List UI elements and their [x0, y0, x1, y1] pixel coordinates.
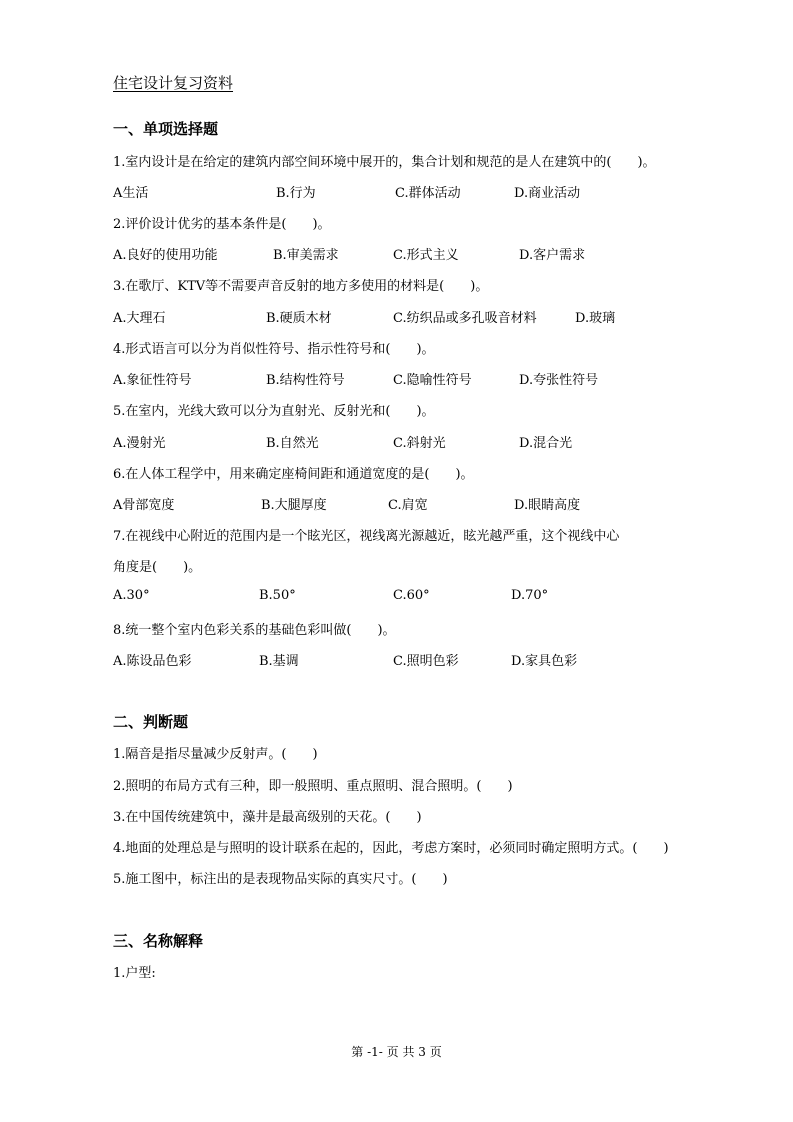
option-c: C.照明色彩 — [393, 654, 459, 669]
option-d: D.家具色彩 — [511, 654, 578, 669]
tf-question: 5.施工图中，标注出的是表现物品实际的真实尺寸。( ) — [113, 872, 448, 887]
question-text: 5.在室内，光线大致可以分为直射光、反射光和( )。 — [113, 404, 435, 419]
tf-question: 1.隔音是指尽量减少反射声。( ) — [113, 747, 318, 762]
option-d: D.商业活动 — [514, 186, 581, 201]
question-text: 4.形式语言可以分为肖似性符号、指示性符号和( )。 — [113, 342, 435, 357]
answer-options — [113, 432, 713, 450]
page-footer: 第 -1- 页 共 3 页 — [351, 1045, 442, 1059]
option-b: B.自然光 — [266, 436, 319, 451]
option-c: C.群体活动 — [395, 186, 461, 201]
option-d: D.70° — [511, 588, 549, 603]
option-a: A.30° — [113, 588, 150, 603]
option-a: A.大理石 — [113, 311, 166, 326]
question-text: 7.在视线中心附近的范围内是一个眩光区，视线离光源越近，眩光越严重，这个视线中心 — [113, 529, 620, 544]
option-b: B.审美需求 — [273, 248, 339, 263]
answer-options — [113, 494, 713, 512]
answer-options — [113, 244, 713, 262]
option-a: A.漫射光 — [113, 436, 166, 451]
option-d: D.玻璃 — [575, 311, 616, 326]
option-a: A.良好的使用功能 — [113, 248, 218, 263]
option-c: C.纺织品或多孔吸音材料 — [393, 311, 537, 326]
option-d: D.客户需求 — [519, 248, 586, 263]
tf-question: 4.地面的处理总是与照明的设计联系在起的，因此，考虑方案时，必须同时确定照明方式。( ) — [113, 841, 669, 856]
option-b: B.硬质木材 — [266, 311, 332, 326]
tf-question: 3.在中国传统建筑中，藻井是最高级别的天花。( ) — [113, 810, 422, 825]
option-a: A.陈设品色彩 — [113, 654, 192, 669]
option-b: B.50° — [259, 588, 296, 603]
question-text: 8.统一整个室内色彩关系的基础色彩叫做( )。 — [113, 623, 396, 638]
answer-options — [113, 588, 713, 606]
option-c: C.60° — [393, 588, 430, 603]
question-text: 6.在人体工程学中，用来确定座椅间距和通道宽度的是( )。 — [113, 467, 474, 482]
section-heading-true-false: 二、判断题 — [113, 713, 189, 731]
option-c: C.斜射光 — [393, 436, 446, 451]
option-a: A骨部宽度 — [113, 498, 175, 513]
question-text: 2.评价设计优劣的基本条件是( )。 — [113, 217, 331, 232]
answer-options — [113, 369, 713, 387]
option-c: C.形式主义 — [393, 248, 459, 263]
option-b: B.结构性符号 — [266, 373, 345, 388]
option-d: D.混合光 — [519, 436, 573, 451]
tf-question: 2.照明的布局方式有三种，即一般照明、重点照明、混合照明。( ) — [113, 779, 513, 794]
answer-options — [113, 650, 713, 668]
question-text: 1.室内设计是在给定的建筑内部空间环境中展开的，集合计划和规范的是人在建筑中的( )。 — [113, 155, 656, 170]
option-b: B.大腿厚度 — [261, 498, 327, 513]
answer-options — [113, 307, 713, 325]
section-heading-multiple-choice: 一、单项选择题 — [113, 120, 219, 138]
question-text-continued: 角度是( )。 — [113, 560, 202, 575]
section-heading-term-definition: 三、名称解释 — [113, 932, 204, 950]
term-question: 1.户型: — [113, 966, 156, 981]
option-c: C.肩宽 — [388, 498, 428, 513]
document-title: 住宅设计复习资料 — [113, 74, 234, 92]
answer-options — [113, 182, 713, 200]
option-b: B.基调 — [259, 654, 299, 669]
question-text: 3.在歌厅、KTV等不需要声音反射的地方多使用的材料是( )。 — [113, 279, 489, 294]
option-d: D.夸张性符号 — [519, 373, 599, 388]
option-d: D.眼睛高度 — [514, 498, 581, 513]
option-b: B.行为 — [276, 186, 316, 201]
option-c: C.隐喻性符号 — [393, 373, 472, 388]
option-a: A.象征性符号 — [113, 373, 192, 388]
option-a: A生活 — [113, 186, 149, 201]
